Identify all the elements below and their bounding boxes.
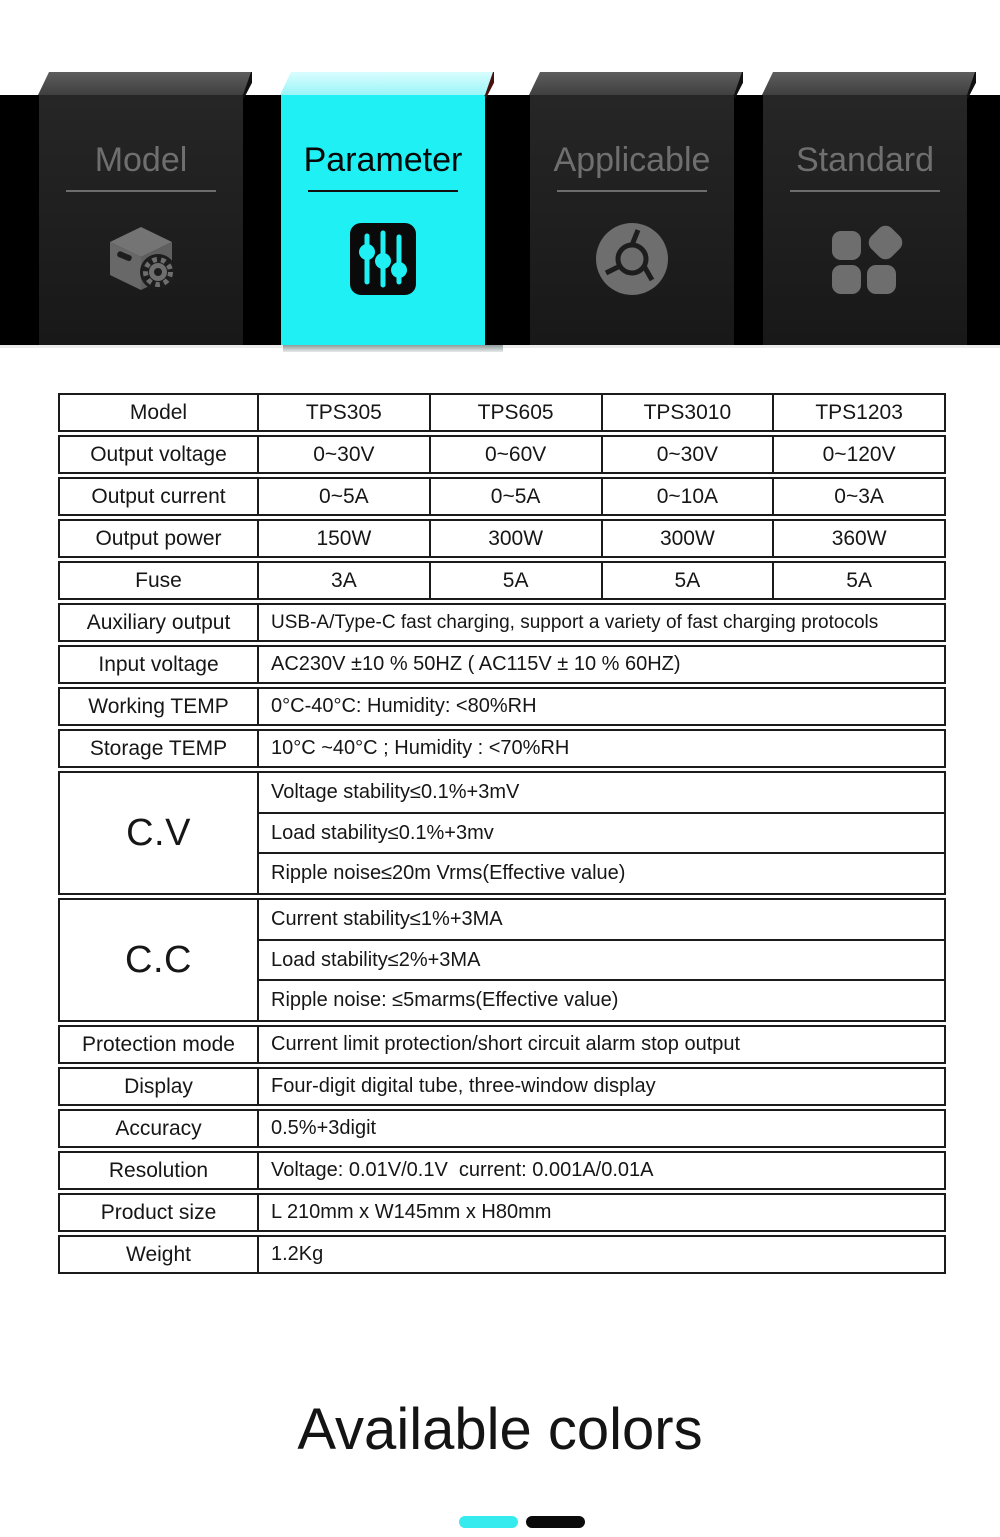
spec-row-output-voltage (58, 435, 946, 474)
row-values (259, 479, 944, 514)
cell-value: 5A (431, 563, 603, 598)
cell-value: 0~60V (431, 437, 603, 472)
cell-value: 10°C ~40°C ; Humidity : <70%RH (271, 737, 570, 759)
spec-table (58, 393, 946, 1274)
row-values (259, 521, 944, 556)
row-values (259, 437, 944, 472)
spec-row-fuse (58, 561, 946, 600)
spec-row-working-temp (58, 687, 946, 726)
spec-row-protection-mode (58, 1025, 946, 1064)
tab-underline (790, 190, 940, 192)
spec-group-c-v (58, 771, 946, 895)
model-name: TPS305 (259, 395, 431, 430)
cell-value: 300W (431, 521, 603, 556)
cell-value: L 210mm x W145mm x H80mm (271, 1201, 552, 1223)
tab-standard[interactable] (763, 95, 967, 345)
row-label: Input voltage (60, 647, 259, 682)
cell-value: 0°C-40°C: Humidity: <80%RH (271, 695, 537, 717)
row-label: C.V (60, 773, 259, 893)
cell-value: 0.5%+3digit (271, 1117, 377, 1139)
spec-row-input-voltage (58, 645, 946, 684)
spec-row-accuracy (58, 1109, 946, 1148)
tab-underline (557, 190, 707, 192)
cell-value: 0~5A (431, 479, 603, 514)
spec-row-output-current (58, 477, 946, 516)
cell-value: 150W (259, 521, 431, 556)
row-label: Accuracy (60, 1111, 259, 1146)
cell-value: Four-digit digital tube, three-window display (271, 1075, 656, 1097)
tab-flap (762, 72, 975, 95)
model-name: TPS3010 (603, 395, 775, 430)
spec-row-resolution (58, 1151, 946, 1190)
cell-value: Load stability≤0.1%+3mv (259, 814, 944, 855)
cell-value: 0~30V (603, 437, 775, 472)
sliders-icon (350, 220, 416, 298)
group-values (259, 773, 944, 893)
model-name: TPS1203 (815, 400, 903, 424)
tab-underline (308, 190, 458, 192)
color-swatches (459, 1516, 585, 1528)
row-label: C.C (60, 900, 259, 1020)
tab-flap (529, 72, 742, 95)
cell-value: 3A (259, 563, 431, 598)
cell-value: 0~120V (822, 442, 896, 466)
cell-value: Current limit protection/short circuit alarm stop output (271, 1033, 741, 1055)
cell-value: Current stability≤1%+3MA (259, 900, 944, 941)
row-label: Output power (60, 521, 259, 556)
tab-label-applicable: Applicable (553, 141, 711, 179)
cell-value: 0~10A (603, 479, 775, 514)
tab-underline (66, 190, 216, 192)
spec-row-header (58, 393, 946, 432)
row-values (259, 563, 944, 598)
cell-value: 0~30V (259, 437, 431, 472)
available-colors-title: Available colors (297, 1397, 703, 1462)
cell-value: AC230V ±10 % 50HZ ( AC115V ± 10 % 60HZ) (271, 653, 681, 675)
spec-row-weight (58, 1235, 946, 1274)
cell-value: Ripple noise: ≤5marms(Effective value) (271, 989, 619, 1012)
row-label: Product size (60, 1195, 259, 1230)
row-label: Fuse (60, 563, 259, 598)
spec-group-c-c (58, 898, 946, 1022)
color-dash-cyan (459, 1516, 518, 1528)
active-tab-shadow (283, 345, 503, 352)
cell-value: 0~5A (259, 479, 431, 514)
tab-model[interactable] (39, 95, 243, 345)
row-label: Display (60, 1069, 259, 1104)
cell-value: 0~3A (834, 484, 884, 508)
cell-value: Load stability≤2%+3MA (259, 941, 944, 982)
tab-applicable[interactable] (530, 95, 734, 345)
cell-value: Voltage stability≤0.1%+3mV (259, 773, 944, 814)
cell-value: 300W (603, 521, 775, 556)
row-label: Weight (60, 1237, 259, 1272)
cell-value: 360W (831, 526, 887, 550)
row-label: Model (60, 395, 259, 430)
tab-flap (280, 72, 493, 95)
row-label: Working TEMP (60, 689, 259, 724)
group-values (259, 900, 944, 1020)
cell-value: USB-A/Type-C fast charging, support a variety of fast charging protocols (271, 611, 879, 633)
cell-value: 5A (603, 563, 775, 598)
spec-row-auxiliary-output (58, 603, 946, 642)
tab-label-model: Model (94, 141, 188, 179)
row-label: Output current (60, 479, 259, 514)
tab-flap (38, 72, 251, 95)
row-label: Storage TEMP (60, 731, 259, 766)
spec-row-storage-temp (58, 729, 946, 768)
tab-label-standard: Standard (796, 141, 934, 179)
box-gear-icon (104, 220, 178, 298)
tab-band-section (0, 0, 1000, 360)
shapes-icon (826, 220, 904, 298)
row-label: Auxiliary output (60, 605, 259, 640)
model-columns (259, 395, 944, 430)
spec-row-output-power (58, 519, 946, 558)
model-name: TPS605 (431, 395, 603, 430)
color-dash-black (526, 1516, 585, 1528)
tab-parameter[interactable] (281, 95, 485, 345)
tab-label-parameter: Parameter (303, 141, 463, 179)
cell-value: 5A (846, 568, 872, 592)
cell-value: Voltage: 0.01V/0.1V current: 0.001A/0.01A (271, 1159, 654, 1181)
cell-value: Ripple noise≤20m Vrms(Effective value) (271, 862, 626, 885)
cell-value: 1.2Kg (271, 1243, 324, 1265)
chrome-icon (594, 220, 670, 298)
row-label: Resolution (60, 1153, 259, 1188)
spec-row-display (58, 1067, 946, 1106)
row-label: Output voltage (60, 437, 259, 472)
spec-row-product-size (58, 1193, 946, 1232)
row-label: Protection mode (60, 1027, 259, 1062)
